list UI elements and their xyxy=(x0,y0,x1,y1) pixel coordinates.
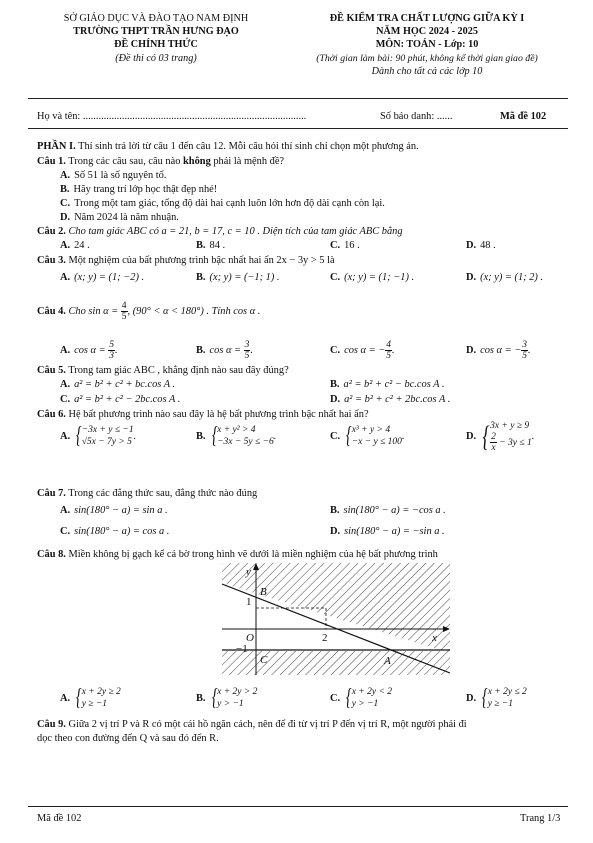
q4-option-b-text: cos α = xyxy=(209,345,244,356)
q1-stem xyxy=(37,155,284,168)
q7-option-d-text: sin(180° − a) = −sin a . xyxy=(344,526,445,537)
q8-option-d[interactable]: D. { x + 2y ≤ 2 y ≥ −1 xyxy=(466,685,527,711)
q6-a-line2: √5x − 7y > 5 xyxy=(81,437,132,447)
student-number-label: Số báo danh: ...... xyxy=(380,111,453,122)
q8-c-line2: y > −1 xyxy=(351,699,379,709)
header-school-year: NĂM HỌC 2024 - 2025 xyxy=(376,26,478,37)
q8-c-line1: x + 2y < 2 xyxy=(351,687,392,697)
q5-option-a[interactable]: A. a² = b² + c² + bc.cos A . xyxy=(60,379,176,390)
q8-b-line1: x + 2y > 2 xyxy=(217,687,258,697)
footer-page: Trang 1/3 xyxy=(520,813,561,824)
q7-text: Trong các đẳng thức sau, đẳng thức nào đúng xyxy=(65,488,258,499)
q9-label: Câu 9. xyxy=(37,719,66,730)
footer-divider xyxy=(28,806,568,807)
q4-option-b[interactable]: B. cos α = $\frac{3}{5}$ . xyxy=(196,340,254,361)
q8-graph xyxy=(222,563,450,675)
point-b-label: B xyxy=(260,586,267,598)
point-c-label: C xyxy=(260,654,268,666)
q3-option-b[interactable]: B. (x; y) = (−1; 1) . xyxy=(196,272,280,283)
q3-option-a[interactable]: A. (x; y) = (1; −2) . xyxy=(60,272,145,283)
q4-d-num: 3 xyxy=(522,340,527,350)
q5-option-c[interactable]: C. a² = b² + c² − 2bc.cos A . xyxy=(60,394,181,405)
q2-option-d[interactable]: D. 48 . xyxy=(466,240,496,251)
header-audience: Dành cho tất cả các lớp 10 xyxy=(371,66,483,77)
part1-title: PHẦN I. xyxy=(37,141,76,152)
q4-option-a[interactable]: A. cos α = $\frac{5}{3}$ . xyxy=(60,340,118,361)
q7-option-c[interactable]: C. sin(180° − a) = cos a . xyxy=(60,526,170,537)
q4-option-c-fraction xyxy=(385,340,392,361)
q2-option-c[interactable]: C. 16 . xyxy=(330,240,360,251)
q4-c-num: 4 xyxy=(386,340,391,350)
q6-stem xyxy=(37,408,369,421)
q4-sin-fraction xyxy=(121,301,128,322)
q6-a-system xyxy=(82,424,134,448)
q6-b-system xyxy=(217,424,274,448)
q1-option-b[interactable]: B. Hãy trang trí lớp học thật đẹp nhé! xyxy=(60,184,218,195)
header-subject: MÔN: TOÁN - Lớp: 10 xyxy=(375,39,479,50)
q4-b-num: 3 xyxy=(244,340,250,350)
point-a-label: A xyxy=(384,655,391,667)
origin-label: O xyxy=(246,632,254,644)
q4-a-den: 3 xyxy=(109,351,114,361)
q1-label: Câu 1. xyxy=(37,156,66,167)
q4-label: Câu 4. xyxy=(37,306,66,317)
q3-option-c-text: (x; y) = (1; −1) . xyxy=(344,272,415,283)
q6-text: Hệ bất phương trình nào sau đây là hệ bất phương trình bậc nhất hai ẩn? xyxy=(65,409,369,420)
header-department: SỞ GIÁO DỤC VÀ ĐÀO TẠO NAM ĐỊNH xyxy=(63,13,249,24)
q6-option-b[interactable]: B. { x + y² > 4 −3x − 5y ≤ −6 . xyxy=(196,423,277,449)
q4-option-b-fraction xyxy=(244,340,251,361)
q6-d-line2-rest: − 3y ≤ 1 xyxy=(496,437,532,448)
info-divider xyxy=(28,128,568,129)
q9-stem xyxy=(37,718,467,731)
q7-option-b-text: sin(180° − a) = −cos a . xyxy=(343,505,446,516)
header-exam-title: ĐỀ KIỂM TRA CHẤT LƯỢNG GIỮA KỲ I xyxy=(329,13,525,24)
q4-stem xyxy=(37,301,260,322)
q7-stem xyxy=(37,487,257,500)
q4-option-c[interactable]: C. cos α = − $\frac{4}{5}$ . xyxy=(330,340,395,361)
header-official: ĐỀ CHÍNH THỨC xyxy=(114,39,198,50)
q4-b-den: 5 xyxy=(244,351,250,361)
q1-option-c[interactable]: C. Trong một tam giác, tổng độ dài hai cạnh luôn lớn hơn độ dài cạnh còn lại. xyxy=(60,198,385,209)
q1-option-c-text: Trong một tam giác, tổng độ dài hai cạnh luôn lớn hơn độ dài cạnh còn lại. xyxy=(74,198,385,209)
q8-b-line2: y > −1 xyxy=(217,699,244,709)
q5-option-c-text: a² = b² + c² − 2bc.cos A . xyxy=(74,394,181,405)
q6-b-line2: −3x − 5y ≤ −6 xyxy=(217,437,274,447)
q2-option-a-text: 24 . xyxy=(74,240,90,251)
q7-option-a-text: sin(180° − a) = sin a . xyxy=(74,505,168,516)
q7-option-b[interactable]: B. sin(180° − a) = −cos a . xyxy=(330,505,446,516)
q1-option-d[interactable]: D. Năm 2024 là năm nhuận. xyxy=(60,212,179,223)
q1-option-a[interactable]: A. Số 51 là số nguyên tố. xyxy=(60,170,167,181)
q1-text-bold: không xyxy=(183,156,211,167)
q1-text-post: phải là mệnh đề? xyxy=(210,156,285,167)
q6-d-line1: 3x + y ≥ 9 xyxy=(490,421,530,431)
q5-option-d[interactable]: D. a² = b² + c² + 2bc.cos A . xyxy=(330,394,451,405)
tick-label-2: 2 xyxy=(322,632,328,644)
q6-option-c[interactable]: C. { x³ + y > 4 −x − y ≤ 100 . xyxy=(330,423,405,449)
q1-option-a-text: Số 51 là số nguyên tố. xyxy=(74,170,167,181)
header-time: (Thời gian làm bài: 90 phút, không kể thời gian giao đề) xyxy=(316,53,538,64)
q3-option-d[interactable]: D. (x; y) = (1; 2) . xyxy=(466,272,544,283)
q2-label: Câu 2. xyxy=(37,226,66,237)
q6-c-line1: x³ + y > 4 xyxy=(351,425,391,435)
q2-stem xyxy=(37,225,403,238)
header-pages: (Đề thi có 03 trang) xyxy=(115,53,197,64)
q8-d-system xyxy=(488,686,527,710)
q5-option-d-text: a² = b² + c² + 2bc.cos A . xyxy=(344,394,451,405)
q3-option-c[interactable]: C. (x; y) = (1; −1) . xyxy=(330,272,415,283)
q4-option-d-text: cos α = − xyxy=(480,345,522,356)
q3-option-d-text: (x; y) = (1; 2) . xyxy=(480,272,544,283)
q7-option-c-text: sin(180° − a) = cos a . xyxy=(74,526,170,537)
q2-text: Cho tam giác ABC có a = 21, b = 17, c = 10 . Diện tích của tam giác ABC bằng xyxy=(65,226,403,237)
header-divider xyxy=(28,98,568,99)
q9-text-line2: dọc theo con đường đến Q và sau đó đến R. xyxy=(37,733,219,744)
q3-option-b-text: (x; y) = (−1; 1) . xyxy=(209,272,280,283)
q7-label: Câu 7. xyxy=(37,488,66,499)
exam-code: Mã đề 102 xyxy=(500,111,547,122)
student-name-label: Họ và tên: ...................................................................................... xyxy=(37,111,307,122)
q5-option-a-text: a² = b² + c² + bc.cos A . xyxy=(74,379,176,390)
q8-c-system xyxy=(352,686,392,710)
q7-option-a[interactable]: A. sin(180° − a) = sin a . xyxy=(60,505,168,516)
q6-a-line1: −3x + y ≤ −1 xyxy=(81,425,134,435)
q2-option-b-text: 84 . xyxy=(209,240,226,251)
q9-text-line1: Giữa 2 vị trí P và R có một cái hồ ngăn cách, nên để đi từ vị trí P đến vị trí R, một người phải đi xyxy=(65,719,467,730)
q8-stem xyxy=(37,548,438,561)
q3-stem xyxy=(37,254,335,267)
q7-option-d[interactable]: D. sin(180° − a) = −sin a . xyxy=(330,526,445,537)
q4-text-post: , (90° < α < 180°) . Tính cos α . xyxy=(127,306,261,317)
q4-option-c-text: cos α = − xyxy=(344,345,386,356)
tick-label-neg1: −1 xyxy=(236,643,248,655)
q8-a-line2: y ≥ −1 xyxy=(81,699,108,709)
part1-desc: Thí sinh trả lời từ câu 1 đến câu 12. Mỗi câu hỏi thí sinh chỉ chọn một phương án. xyxy=(75,141,419,152)
q1-option-d-text: Năm 2024 là năm nhuận. xyxy=(74,212,179,223)
tick-label-1: 1 xyxy=(246,596,252,608)
q4-sin-numerator: 4 xyxy=(121,301,127,311)
q8-d-line1: x + 2y ≤ 2 xyxy=(487,687,527,697)
q4-option-a-fraction xyxy=(108,340,115,361)
q4-sin-denominator: 5 xyxy=(121,312,127,322)
q4-option-d-fraction xyxy=(521,340,528,361)
q6-c-system xyxy=(352,424,402,448)
q6-label: Câu 6. xyxy=(37,409,66,420)
q6-b-line1: x + y² > 4 xyxy=(217,425,256,435)
q3-label: Câu 3. xyxy=(37,255,66,266)
q2-option-a[interactable]: A. 24 . xyxy=(60,240,90,251)
q8-option-a[interactable]: A. { x + 2y ≥ 2 y ≥ −1 xyxy=(60,685,121,711)
q3-option-a-text: (x; y) = (1; −2) . xyxy=(74,272,145,283)
q8-text: Miền không bị gạch kể cả bờ trong hình vẽ dưới là miền nghiệm của hệ bất phương trình xyxy=(65,549,438,560)
q1-text-pre: Trong các câu sau, câu nào xyxy=(65,156,184,167)
q8-option-b[interactable]: B. { x + 2y > 2 y > −1 xyxy=(196,685,258,711)
part1-intro xyxy=(37,140,419,153)
y-axis-label: y xyxy=(246,566,251,578)
q6-c-line2: −x − y ≤ 100 xyxy=(351,437,402,447)
q3-text: Một nghiệm của bất phương trình bậc nhất hai ẩn 2x − 3y > 5 là xyxy=(65,255,335,266)
q2-option-d-text: 48 . xyxy=(480,240,496,251)
q4-d-den: 5 xyxy=(522,351,527,361)
q8-a-line1: x + 2y ≥ 2 xyxy=(81,687,121,697)
q6-d-den: x xyxy=(491,443,496,453)
q4-a-num: 5 xyxy=(109,340,114,350)
q1-option-b-text: Hãy trang trí lớp học thật đẹp nhé! xyxy=(73,184,218,195)
q5-option-b-text: a² = b² + c² − bc.cos A . xyxy=(343,379,445,390)
q8-d-line2: y ≥ −1 xyxy=(487,699,514,709)
q8-label: Câu 8. xyxy=(37,549,66,560)
q8-a-system xyxy=(82,686,121,710)
q8-b-system xyxy=(217,686,257,710)
q2-option-b[interactable]: B. 84 . xyxy=(196,240,226,251)
q6-option-d[interactable]: D. { 3x + y ≥ 9 $\frac{2}{x}$ − 3y ≤ 1 . xyxy=(466,419,535,453)
q5-option-b[interactable]: B. a² = b² + c² − bc.cos A . xyxy=(330,379,445,390)
q2-option-c-text: 16 . xyxy=(344,240,360,251)
q5-stem xyxy=(37,364,289,377)
q4-option-d[interactable]: D. cos α = − $\frac{3}{5}$ . xyxy=(466,340,531,361)
q8-option-c[interactable]: C. { x + 2y < 2 y > −1 xyxy=(330,685,392,711)
footer-code: Mã đề 102 xyxy=(37,813,82,824)
q5-text: Trong tam giác ABC , khẳng định nào sau đây đúng? xyxy=(65,365,289,376)
q5-label: Câu 5. xyxy=(37,365,66,376)
q4-option-a-text: cos α = xyxy=(74,345,109,356)
q6-d-system xyxy=(490,420,532,453)
x-axis-label: x xyxy=(432,632,437,644)
header-school: TRƯỜNG THPT TRẦN HƯNG ĐẠO xyxy=(73,26,239,37)
q6-d-num: 2 xyxy=(491,432,496,442)
q4-text-pre: Cho sin α = xyxy=(65,306,121,317)
q6-option-a[interactable]: A. { −3x + y ≤ −1 √5x − 7y > 5 . xyxy=(60,423,137,449)
q6-d-fraction xyxy=(490,432,497,453)
q4-c-den: 5 xyxy=(386,351,391,361)
